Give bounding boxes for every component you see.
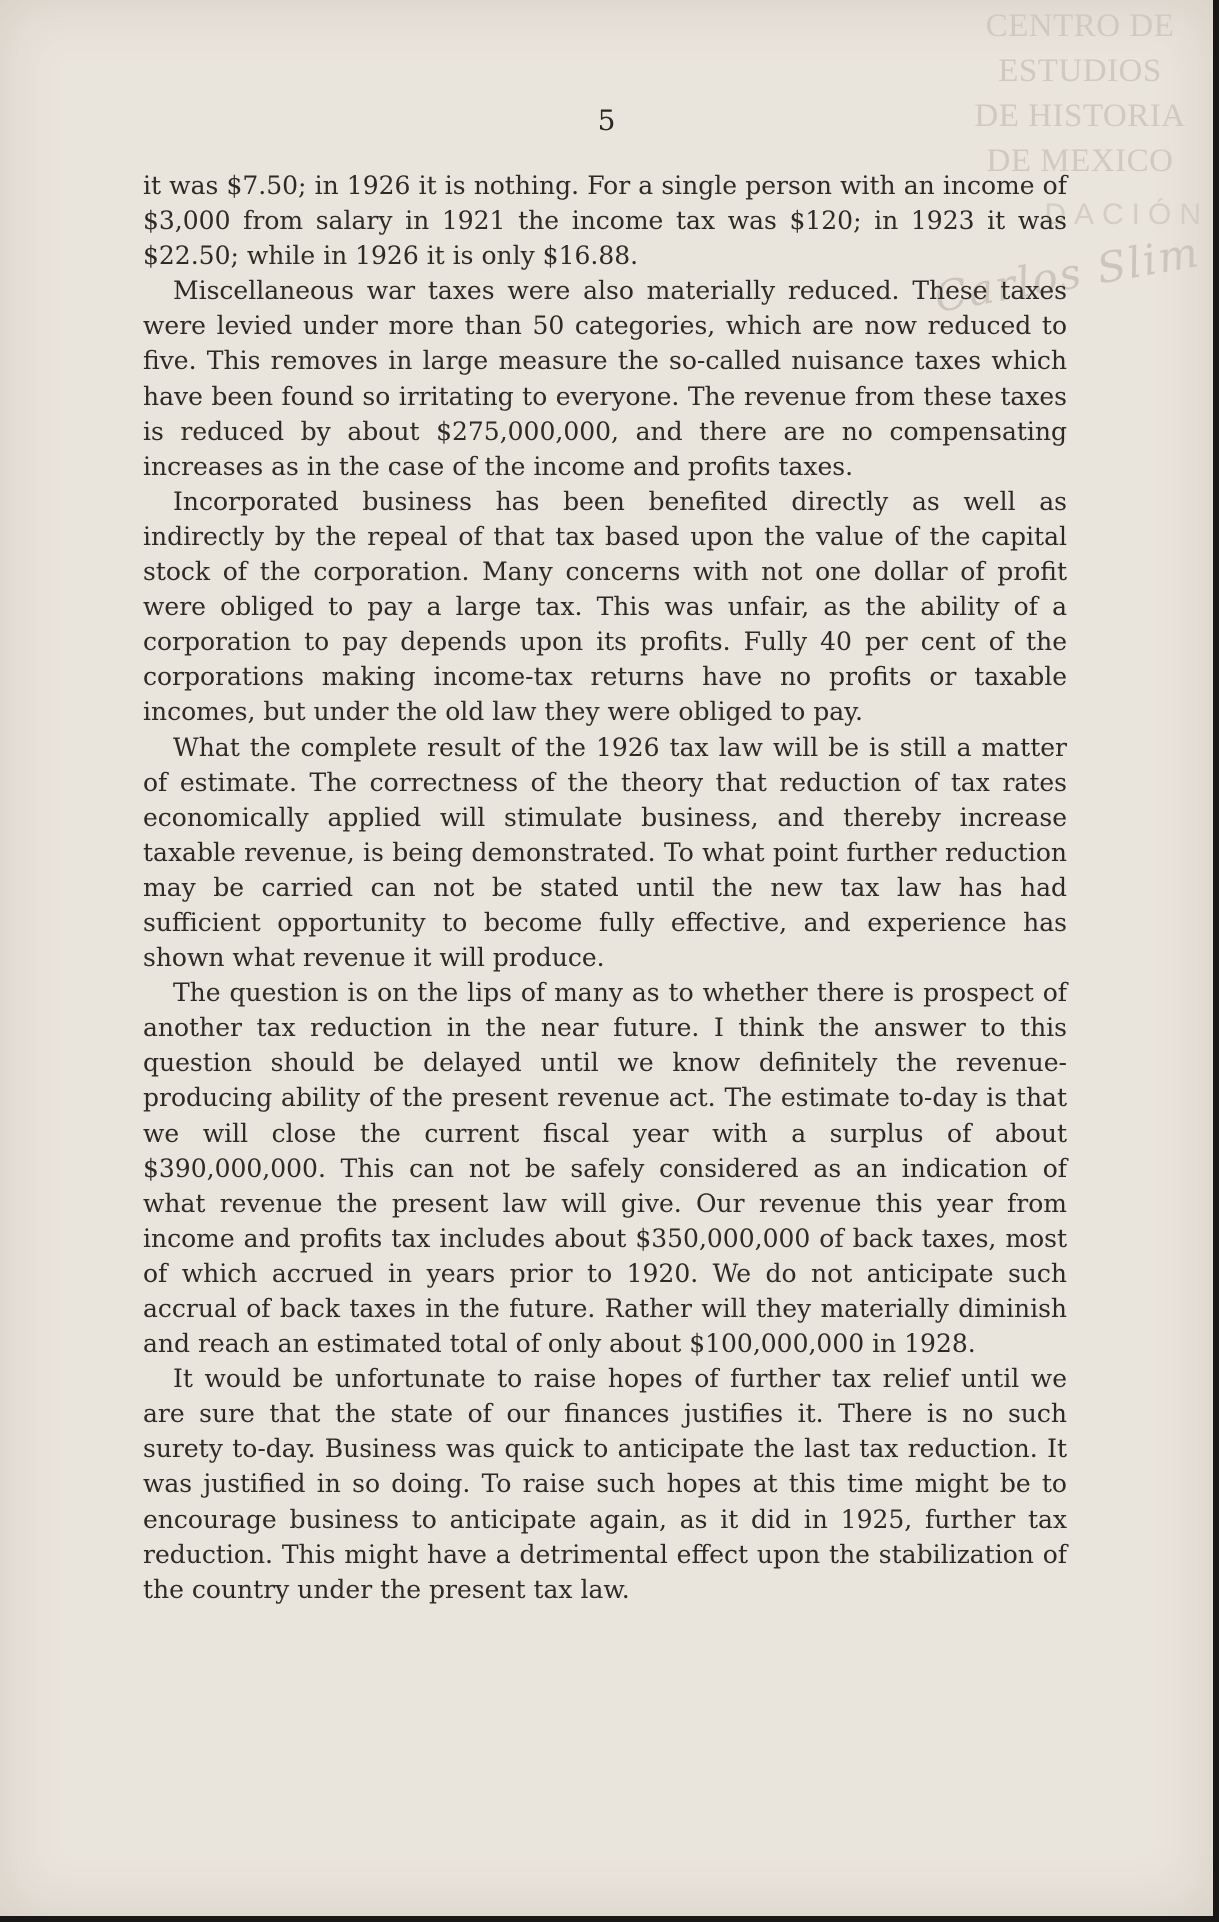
watermark-line: ESTUDIOS (998, 53, 1162, 89)
page-number: 5 (597, 104, 616, 137)
watermark-signature: Carlos Slim (930, 227, 1204, 322)
watermark-line: DE MEXICO (986, 143, 1174, 179)
paragraph: The question is on the lips of many as to whether there is prospect of another tax reduction in the near future. I think the answer to this question should be delayed until we know definitely the revenue-producing ability of the present revenue act. The estimate to-day is that we will close the current fiscal year with a surplus of about $390,000,000. This can not be safely considered as an indication of what revenue the present law will give. Our revenue this year from income and profits tax includes about $350,000,000 of back taxes, most of which accrued in years prior to 1920. We do not anticipate such accrual of back taxes in the future. Rather will they materially diminish and reach an estimated total of only about $100,000,000 in 1928. (143, 978, 1067, 1359)
watermark-line: CENTRO DE (985, 8, 1175, 44)
paragraph: it was $7.50; in 1926 it is nothing. For a single person with an income of $3,000 from salary in 1921 the income tax was $120; in 1923 it was $22.50; while in 1926 it is only $16.88. (143, 171, 1067, 271)
paragraph: Miscellaneous war taxes were also materially reduced. These taxes were levied under more than 50 categories, which are now reduced to five. This removes in large measure the so-called nuisance taxes which have been found so irritating to everyone. The revenue from these taxes is reduced by about $275,000,000, and there are no compensating increases as in the case of the income and profits taxes. (143, 276, 1067, 481)
paragraph: Incorporated business has been benefited directly as well as indirectly by the repeal of that tax based upon the value of the capital stock of the corporation. Many concerns with not one dollar of profit were obliged to pay a large tax. This was unfair, as the ability of a corporation to pay depends upon its profits. Fully 40 per cent of the corporations making income-tax returns have no profits or taxable incomes, but under the old law they were obliged to pay. (143, 486, 1067, 727)
paragraph: What the complete result of the 1926 tax law will be is still a matter of estimate. The correctness of the theory that reduction of tax rates economically applied will stimulate business, and thereby increase taxable revenue, is being demonstrated. To what point further reduction may be carried can not be stated until the new tax law has had sufficient opportunity to become fully effective, and experience has shown what revenue it will produce. (143, 732, 1067, 973)
body-text (143, 168, 1067, 1607)
archive-watermark (965, 4, 1195, 184)
watermark-fundacion: DACIÓN (1044, 198, 1209, 231)
watermark-line: DE HISTORIA (974, 98, 1186, 134)
paragraph: It would be unfortunate to raise hopes of further tax relief until we are sure that the state of our finances justifies it. There is no such surety to-day. Business was quick to anticipate the last tax reduction. It was justified in so doing. To raise such hopes at this time might be to encourage business to anticipate again, as it did in 1925, further tax reduction. This might have a detrimental effect upon the stabilization of the country under the present tax law. (143, 1364, 1067, 1604)
